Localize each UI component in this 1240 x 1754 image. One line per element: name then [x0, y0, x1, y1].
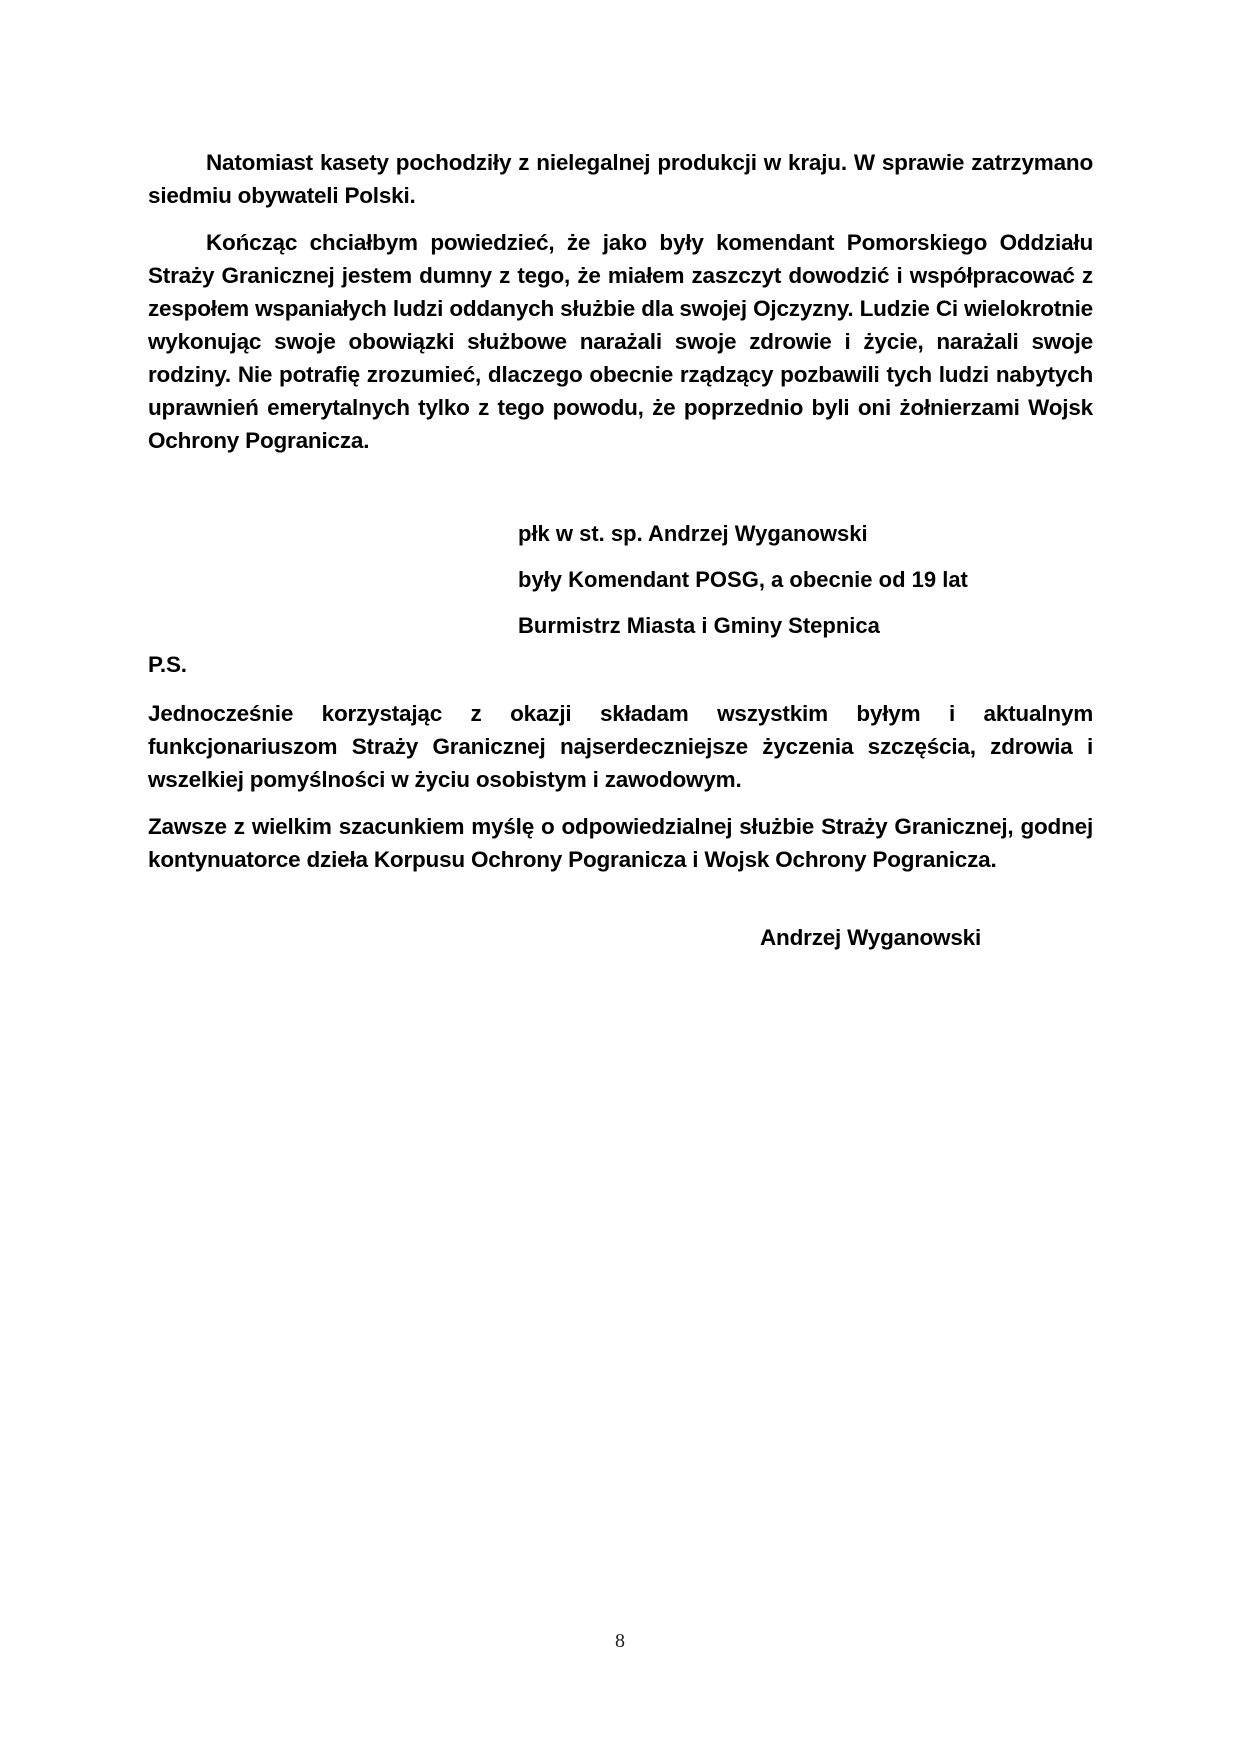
signature-block [518, 511, 968, 649]
page-number: 8 [615, 1630, 625, 1652]
signature-former-title: były Komendant POSG, a obecnie od 19 lat [518, 567, 968, 592]
postscript-paragraph-respect: Zawsze z wielkim szacunkiem myślę o odpowiedzialnej służbie Straży Granicznej, godnej kontynuatorce dzieła Korpusu Ochrony Pogranicza i Wojsk Ochrony Pogranicza. [148, 814, 1093, 872]
postscript-label: P.S. [148, 652, 187, 677]
signature-current-title: Burmistrz Miasta i Gminy Stepnica [518, 613, 880, 638]
signature-rank-name: płk w st. sp. Andrzej Wyganowski [518, 521, 868, 546]
paragraph-closing-statement: Kończąc chciałbym powiedzieć, że jako były komendant Pomorskiego Oddziału Straży Granicznej jestem dumny z tego, że miałem zaszczyt dowodzić i współpracować z zespołem wspaniałych ludzi oddanych służbie dla swojej Ojczyzny. Ludzie Ci wielokrotnie wykonując swoje obowiązki służbowe narażali swoje zdrowie i życie, narażali swoje rodziny. Nie potrafię zrozumieć, dlaczego obecnie rządzący pozbawili tych ludzi nabytych uprawnień emerytalnych tylko z tego powodu, że poprzednio byli oni żołnierzami Wojsk Ochrony Pogranicza. [148, 230, 1093, 453]
postscript-signature: Andrzej Wyganowski [760, 925, 982, 950]
paragraph-cassettes: Natomiast kasety pochodziły z nielegalnej produkcji w kraju. W sprawie zatrzymano siedmiu obywateli Polski. [148, 150, 1093, 208]
postscript-paragraph-wishes: Jednocześnie korzystając z okazji składam wszystkim byłym i aktualnym funkcjonariuszom Straży Granicznej najserdeczniejsze życzenia szczęścia, zdrowia i wszelkiej pomyślności w życiu osobistym i zawodowym. [148, 701, 1093, 792]
